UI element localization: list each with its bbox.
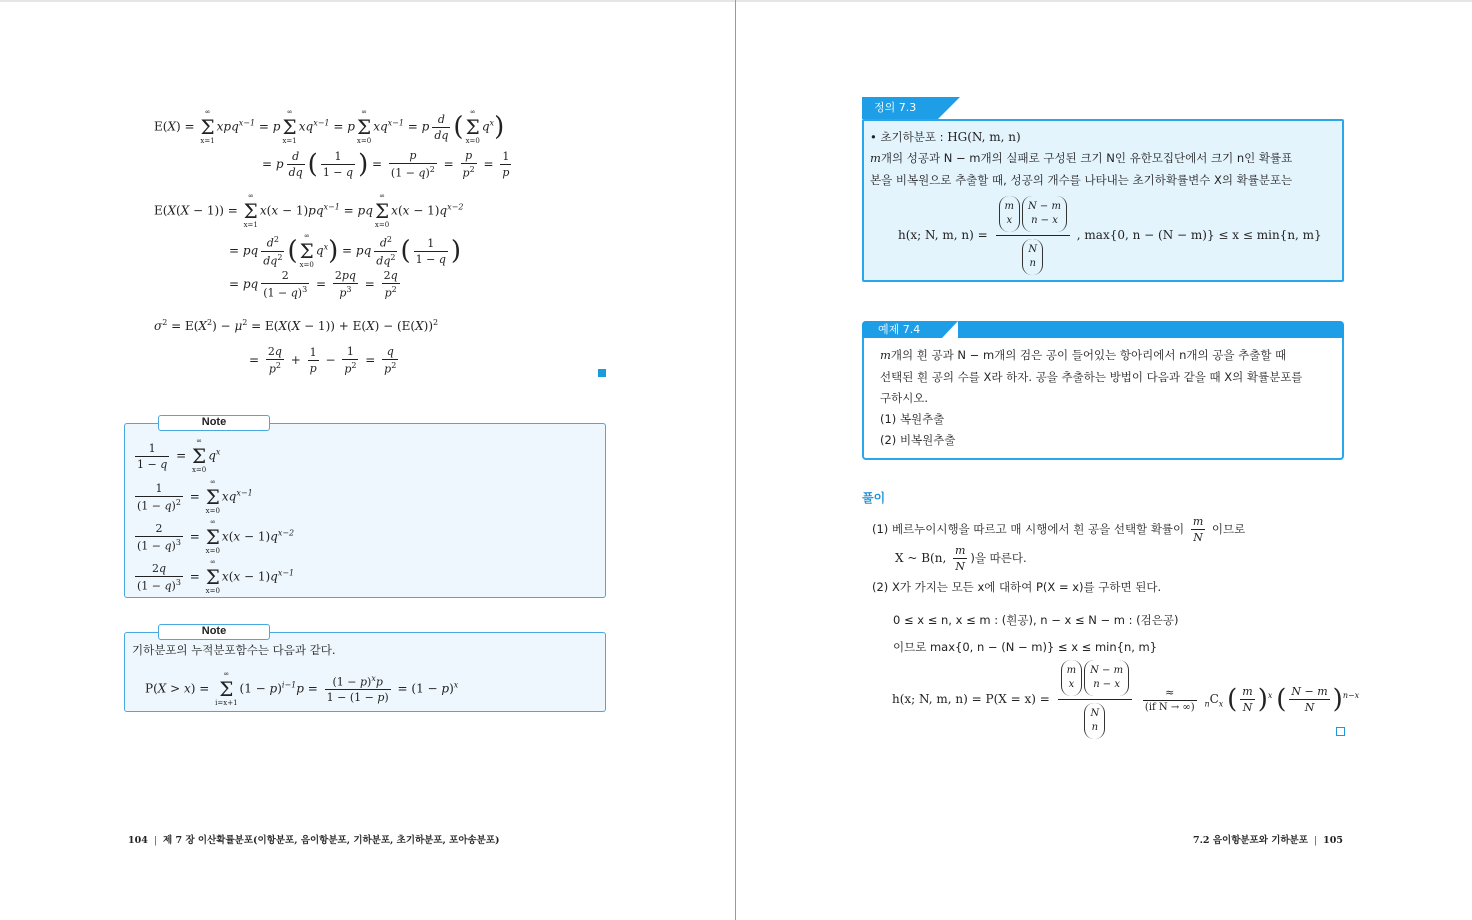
definition-notation: HG(N, m, n) [947, 130, 1021, 144]
note-title: Note [158, 624, 270, 640]
end-of-solution-square [1336, 727, 1345, 736]
derivation-exx-line1: E(X(X − 1)) = ∞ Σ x=1 $x(x - 1)pq^{x-1}$ = pq ∞ Σ x=0 $x(x - 1)q^{x-2}$ [154, 192, 464, 229]
solution-step-2: (2) X가 가지는 모든 x에 대하여 P(X = x)를 구하면 된다. [872, 580, 1162, 594]
right-footer: 7.2 음이항분포와 기하분포 | 105 [1193, 835, 1343, 846]
left-footer: 104 | 제 7 장 이산확률분포(이항분포, 음이항분포, 기하분포, 초기하분포, 포아송분포) [128, 835, 500, 846]
page-number: 104 [128, 835, 148, 846]
note-cdf-formula: P(X > x) = ∞ Σ i=x+1 $(1 - p)^{i-1}p$ = $\frac{(1 - p)^xp}{1 - (1 - p)}$ = $(1 - p)^x$ [145, 670, 459, 707]
derivation-ex-line2: = p $\frac{d}{dq}$ ( $\frac{1}{1 - q}$ ) = $\frac{p}{(1 - q)^2}$ = $\frac{p}{p^2}$ = $\frac{1}{p}$ [262, 149, 510, 180]
example-line-3: 구하시오. [880, 391, 929, 405]
note-cdf-text: 기하분포의 누적분포함수는 다음과 같다. [132, 643, 336, 657]
derivation-exx-line2: = pq $\frac{d^2}{dq^2}$ ( ∞ Σ x=0 $q^x$) = pq $\frac{d^2}{dq^2}$ ( $\frac{1}{1 - q}$ ) [229, 232, 462, 269]
note-series-row-2: $\frac{1}{(1 - q)^2}$ = ∞ Σ x=0 $xq^{x-1}$ [137, 478, 253, 515]
derivation-exx-line3: = pq $\frac{2}{(1 - q)^3}$ = $\frac{2pq}{p^3}$ = $\frac{2q}{p^2}$ [229, 269, 398, 300]
right-page [736, 0, 1472, 920]
solution-step-1-dist: X ~ B(n, $\frac{m}{N}$ )을 따른다. [895, 544, 1027, 573]
example-line-1: m개의 흰 공과 N − m개의 검은 공이 들어있는 항아리에서 n개의 공을 추출할 때 [880, 348, 1287, 362]
definition-line-2: 본을 비복원으로 추출할 때, 성공의 개수를 나타내는 초기하확률변수 X의 확률분포는 [870, 173, 1293, 187]
left-page [0, 0, 735, 920]
note-title: Note [158, 415, 270, 431]
derivation-variance-line2: = $\frac{2q}{p^2}$ + $\frac{1}{p}$ − $\frac{1}{p^2}$ = $\frac{q}{p^2}$ [249, 345, 397, 376]
solution-step-2-cond: 0 ≤ x ≤ n, x ≤ m : (흰공), n − x ≤ N − m : (검은공) [893, 613, 1179, 627]
end-of-proof-square [598, 369, 606, 377]
section-title: 7.2 음이항분포와 기하분포 [1193, 835, 1308, 846]
example-item-2: (2) 비복원추출 [880, 433, 956, 447]
definition-line-1: m개의 성공과 N − m개의 실패로 구성된 크기 N인 유한모집단에서 크기 n인 확률표 [870, 151, 1293, 165]
solution-pmf: h(x; N, m, n) = P(X = x) = m x N − m n − x N n $\frac{\approx}{\text{(if N → ∞)}}$ $_nC_x$ ( $\frac{m}{N}$ )$^x$ ( $\frac{N - m}{N}$ )$^{n-x}$ [892, 660, 1359, 739]
chapter-title: 제 7 장 이산확률분포(이항분포, 음이항분포, 기하분포, 초기하분포, 포아송분포) [163, 835, 500, 846]
definition-term: 초기하분포 : [880, 130, 944, 144]
solution-step-2-range: 이므로 max{0, n − (N − m)} ≤ x ≤ min{n, m} [893, 640, 1158, 654]
definition-pmf: h(x; N, m, n) = m x N − m n − x N n , max{0, n − (N − m)} ≤ x ≤ min{n, m} [898, 196, 1322, 275]
note-series-row-4: $\frac{2q}{(1 - q)^3}$ = ∞ Σ x=0 $x(x - 1)q^{x-1}$ [137, 558, 295, 595]
example-tab: 예제 7.4 [862, 321, 942, 338]
derivation-variance-line1: $\sigma^2 = E(X^2) - \mu^2 = E(X(X - 1)) + E(X) - (E(X))^2$ [154, 318, 439, 333]
note-series-row-3: $\frac{2}{(1 - q)^3}$ = ∞ Σ x=0 $x(x - 1)q^{x-2}$ [137, 518, 295, 555]
page-number: 105 [1323, 835, 1343, 846]
solution-label: 풀이 [862, 491, 886, 505]
solution-step-1: (1) 베르누이시행을 따르고 매 시행에서 흰 공을 선택할 확률이 $\frac{m}{N}$ 이므로 [872, 515, 1246, 544]
example-item-1: (1) 복원추출 [880, 412, 945, 426]
note-series-row-1: $\frac{1}{1 - q}$ = ∞ Σ x=0 $q^x$ [137, 437, 221, 474]
example-line-2: 선택된 흰 공의 수를 X라 하자. 공을 추출하는 방법이 다음과 같을 때 X의 확률분포를 [880, 370, 1303, 384]
derivation-ex-line1: E(X) = ∞ Σ x=1 xpq$^{x-1}$ = p ∞ Σ x=1 $xq^{x-1} = p$ ∞ Σ x=0 $xq^{x-1} = p$ $\frac{d}{dq}$ ( ∞ Σ x=0 $q^x$) [154, 108, 505, 145]
definition-tab: 정의 7.3 [862, 97, 938, 119]
definition-bullet: • 초기하분포 : HG(N, m, n) [870, 130, 1021, 144]
